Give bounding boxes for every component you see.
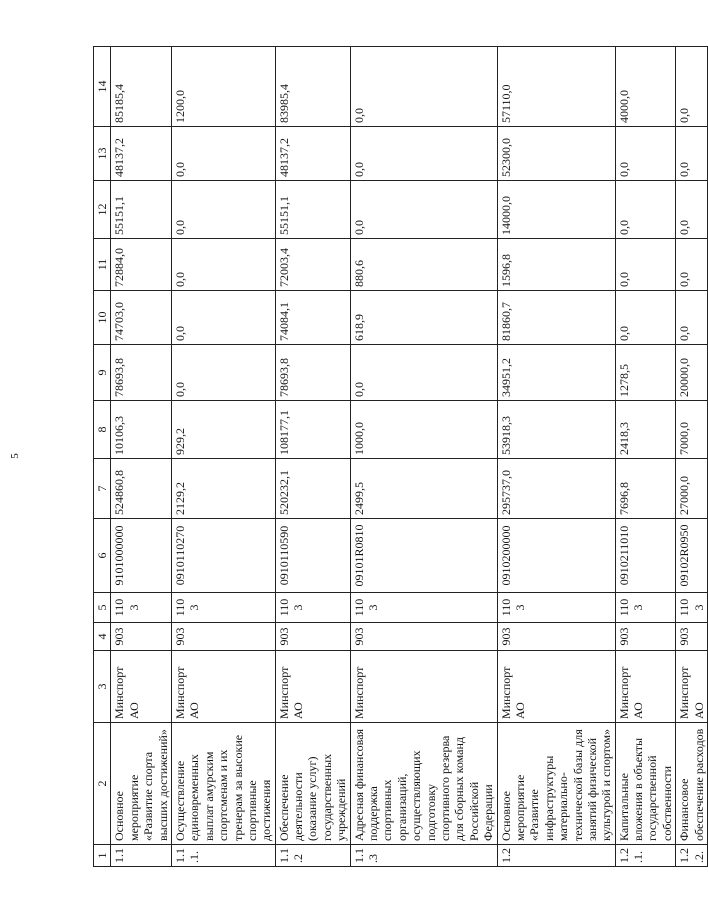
row-c4: 903	[111, 623, 172, 651]
header-cell: 8	[94, 401, 111, 459]
row-c14: 4000,0	[615, 47, 676, 127]
row-c11: 72884,0	[111, 239, 172, 291]
row-c13: 0,0	[676, 127, 708, 181]
row-c6: 09101R0810	[350, 519, 497, 593]
row-c14: 83985,4	[275, 47, 350, 127]
row-c13: 48137,2	[111, 127, 172, 181]
row-c10: 74703,0	[111, 291, 172, 345]
row-c7: 295737,0	[497, 459, 615, 519]
row-executor: Минспорт АО	[275, 651, 350, 723]
row-executor: Минспорт АО	[497, 651, 615, 723]
budget-table	[93, 46, 708, 867]
row-c13: 52300,0	[497, 127, 615, 181]
row-c8: 108177,1	[275, 401, 350, 459]
row-c10: 0,0	[171, 291, 275, 345]
header-cell: 5	[94, 593, 111, 623]
row-id: 1.1.1.	[171, 845, 275, 867]
row-name: Обеспечение деятельности (оказание услуг) государственных учреждений	[275, 723, 350, 845]
table-row	[171, 47, 275, 867]
row-c11: 1596,8	[497, 239, 615, 291]
row-c7: 27000,0	[676, 459, 708, 519]
row-c9: 20000,0	[676, 345, 708, 401]
row-c7: 524860,8	[111, 459, 172, 519]
row-c10: 81860,7	[497, 291, 615, 345]
row-executor: Минспорт АО	[111, 651, 172, 723]
row-id: 1.1.3	[350, 845, 497, 867]
row-executor: Минспорт	[350, 651, 497, 723]
row-c6: 0910200000	[497, 519, 615, 593]
header-cell: 3	[94, 651, 111, 723]
row-name: Адресная финансовая поддержка спортивных организаций, осуществляющих подготовку спортивного резерва для сборных команд Российской Федерации	[350, 723, 497, 845]
header-cell: 2	[94, 723, 111, 845]
rotated-table-container	[93, 47, 706, 867]
header-cell: 7	[94, 459, 111, 519]
row-c12: 0,0	[171, 181, 275, 239]
row-c13: 0,0	[350, 127, 497, 181]
header-cell: 4	[94, 623, 111, 651]
row-c5: 1103	[676, 593, 708, 623]
row-c6: 0910211010	[615, 519, 676, 593]
row-c8: 53918,3	[497, 401, 615, 459]
row-c9: 0,0	[171, 345, 275, 401]
header-cell: 1	[94, 845, 111, 867]
row-c6: 9101000000	[111, 519, 172, 593]
row-c11: 72003,4	[275, 239, 350, 291]
header-cell: 14	[94, 47, 111, 127]
row-c13: 0,0	[171, 127, 275, 181]
table-row	[111, 47, 172, 867]
table-row	[676, 47, 708, 867]
header-cell: 6	[94, 519, 111, 593]
row-c7: 2129,2	[171, 459, 275, 519]
row-c8: 7000,0	[676, 401, 708, 459]
row-c12: 14000,0	[497, 181, 615, 239]
row-c4: 903	[171, 623, 275, 651]
row-c11: 0,0	[171, 239, 275, 291]
row-c14: 0,0	[676, 47, 708, 127]
row-c8: 10106,3	[111, 401, 172, 459]
row-c14: 57110,0	[497, 47, 615, 127]
row-name: Основное мероприятие «Развитие инфраструктуры материально-технической базы для занятий физической культурой и спортом»	[497, 723, 615, 845]
page-number: 5	[8, 453, 21, 459]
row-c11: 880,6	[350, 239, 497, 291]
row-id: 1.1	[111, 845, 172, 867]
row-c10: 0,0	[676, 291, 708, 345]
row-c5: 1103	[497, 593, 615, 623]
row-name: Осуществление единовременных выплат амурским спортсменам и их тренерам за высокие спортивные достижения	[171, 723, 275, 845]
row-c5: 1103	[275, 593, 350, 623]
row-c4: 903	[350, 623, 497, 651]
row-c9: 34951,2	[497, 345, 615, 401]
row-c6: 09102R0950	[676, 519, 708, 593]
row-c12: 55151,1	[275, 181, 350, 239]
header-row	[94, 47, 111, 867]
table-row	[350, 47, 497, 867]
row-c12: 0,0	[676, 181, 708, 239]
row-c4: 903	[615, 623, 676, 651]
row-id: 1.2.1.	[615, 845, 676, 867]
row-name: Основное мероприятие «Развитие спорта высших достижений»	[111, 723, 172, 845]
row-c14: 1200,0	[171, 47, 275, 127]
row-c10: 74084,1	[275, 291, 350, 345]
row-executor: Минспорт АО	[676, 651, 708, 723]
row-c10: 618,9	[350, 291, 497, 345]
row-c6: 0910110270	[171, 519, 275, 593]
row-executor: Минспорт АО	[615, 651, 676, 723]
row-id: 1.1.2	[275, 845, 350, 867]
row-executor: Минспорт АО	[171, 651, 275, 723]
row-c12: 55151,1	[111, 181, 172, 239]
row-c11: 0,0	[676, 239, 708, 291]
header-cell: 10	[94, 291, 111, 345]
row-c14: 85185,4	[111, 47, 172, 127]
header-cell: 12	[94, 181, 111, 239]
row-c5: 1103	[350, 593, 497, 623]
header-cell: 13	[94, 127, 111, 181]
row-c9: 1278,5	[615, 345, 676, 401]
row-c4: 903	[275, 623, 350, 651]
row-c8: 2418,3	[615, 401, 676, 459]
row-c13: 0,0	[615, 127, 676, 181]
row-c5: 1103	[111, 593, 172, 623]
row-c9: 78693,8	[111, 345, 172, 401]
header-cell: 9	[94, 345, 111, 401]
row-c8: 1000,0	[350, 401, 497, 459]
row-c12: 0,0	[615, 181, 676, 239]
row-c7: 7696,8	[615, 459, 676, 519]
row-c5: 1103	[615, 593, 676, 623]
row-name: Финансовое обеспечение расходов	[676, 723, 708, 845]
row-c10: 0,0	[615, 291, 676, 345]
row-id: 1.2.2.	[676, 845, 708, 867]
table-row	[615, 47, 676, 867]
row-c7: 2499,5	[350, 459, 497, 519]
row-c4: 903	[676, 623, 708, 651]
row-c12: 0,0	[350, 181, 497, 239]
header-cell: 11	[94, 239, 111, 291]
row-c4: 903	[497, 623, 615, 651]
row-c13: 48137,2	[275, 127, 350, 181]
row-c9: 78693,8	[275, 345, 350, 401]
row-id: 1.2	[497, 845, 615, 867]
row-c8: 929,2	[171, 401, 275, 459]
row-c5: 1103	[171, 593, 275, 623]
row-c9: 0,0	[350, 345, 497, 401]
row-name: Капитальные вложения в объекты государственной собственности	[615, 723, 676, 845]
row-c6: 0910110590	[275, 519, 350, 593]
table-row	[275, 47, 350, 867]
row-c7: 520232,1	[275, 459, 350, 519]
row-c14: 0,0	[350, 47, 497, 127]
row-c11: 0,0	[615, 239, 676, 291]
table-row	[497, 47, 615, 867]
